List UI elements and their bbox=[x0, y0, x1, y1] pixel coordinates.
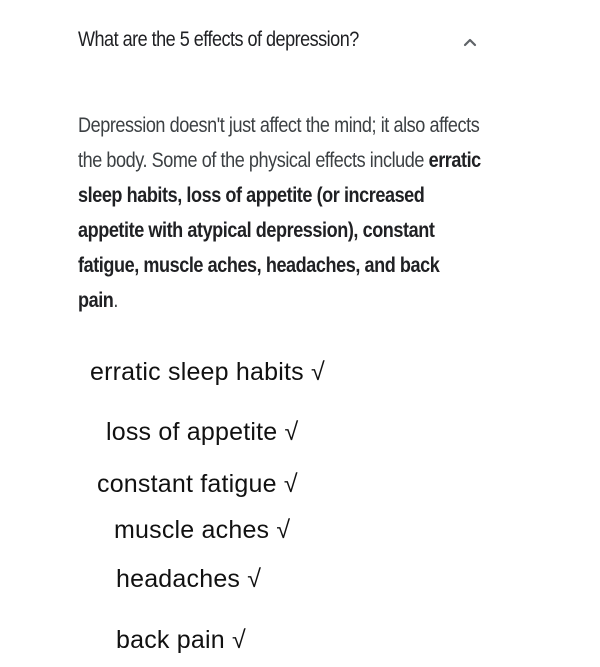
effect-item-back-pain: back pain √ bbox=[116, 626, 246, 654]
faq-question: What are the 5 effects of depression? bbox=[78, 28, 359, 51]
effect-item-loss-of-appetite: loss of appetite √ bbox=[106, 418, 299, 446]
effect-item-erratic-sleep: erratic sleep habits √ bbox=[90, 358, 325, 386]
answer-effects-bold: erratic sleep habits, loss of appetite (or increased appetite with atypical depression), constant fatigue, muscle aches, headaches, and back pain bbox=[78, 149, 481, 312]
chevron-up-icon[interactable] bbox=[460, 32, 480, 52]
answer-end: . bbox=[113, 289, 119, 312]
effect-item-muscle-aches: muscle aches √ bbox=[114, 516, 291, 544]
effect-item-headaches: headaches √ bbox=[116, 565, 262, 593]
answer-intro: Depression doesn't just affect the mind; it also affects the body. Some of the physical effects include bbox=[78, 114, 480, 172]
faq-answer bbox=[78, 108, 482, 318]
faq-question-row[interactable] bbox=[0, 0, 600, 80]
effect-item-constant-fatigue: constant fatigue √ bbox=[97, 470, 298, 498]
